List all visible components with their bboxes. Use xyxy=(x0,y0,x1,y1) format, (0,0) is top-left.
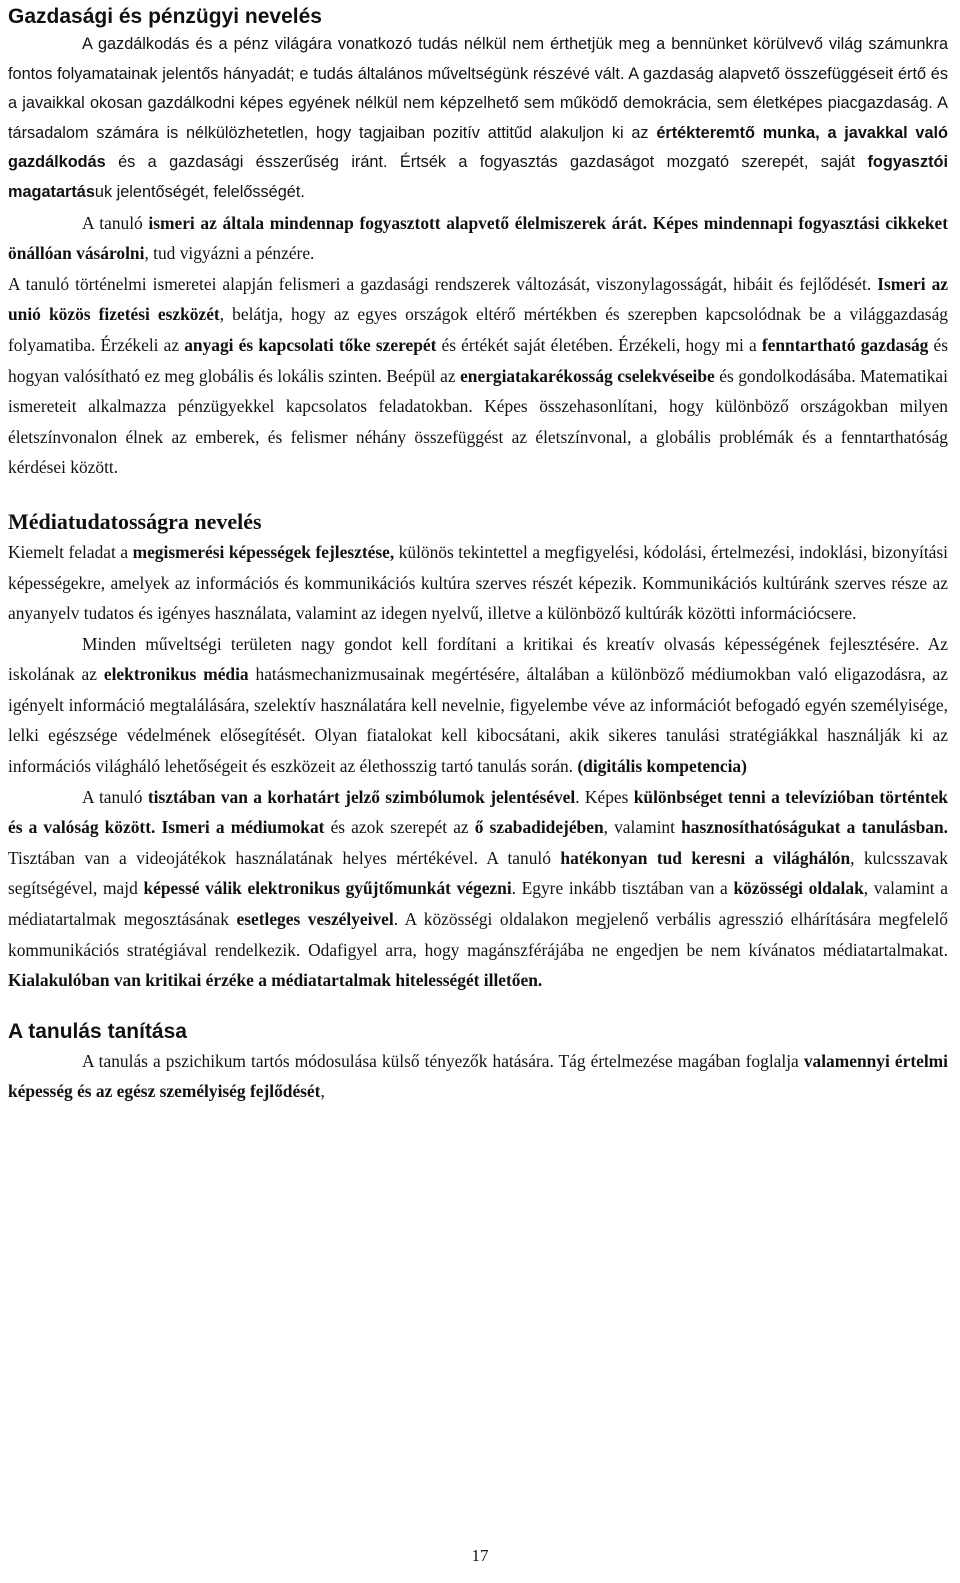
bold-text-run: ő szabadidejében xyxy=(474,817,604,838)
bold-text-run: megismerési képességek fejlesztése, xyxy=(132,541,395,562)
paragraph xyxy=(8,629,948,782)
bold-text-run: tisztában van a korhatárt jelző szimbólumok jelentésével xyxy=(147,786,576,807)
bold-text-run: valamennyi értelmi képesség és az egész személyiség fejlődését xyxy=(8,1050,948,1102)
text-run: és hogyan valósítható ez meg globális és lokális szinten. Beépül az xyxy=(8,334,949,386)
text-run: A gazdálkodás és a pénz világára vonatkozó tudás nélkül nem érthetjük meg a bennünket körülvevő világ számunkra fontos folyamatainak jelentős hányadát; e tudás általános műveltségünk részévé vált. A gazdaság alapvető összefüggéseit értő és a javaikkal okosan gazdálkodni képes egyének nélkül nem képzelhető sem működő demokrácia, sem életképes piacgazdaság. A társadalom számára is nélkülözhetetlen, hogy tagjaiban pozitív attitűd alakuljon ki az xyxy=(8,35,948,142)
text-run: , tud vigyázni a pénzére. xyxy=(144,243,315,264)
bold-text-run: (digitális kompetencia) xyxy=(577,756,747,777)
document-page xyxy=(8,0,948,1107)
text-run: , belátja, hogy az egyes országok eltérő mértékben és szerepben kapcsolódnak be a világgazdaság folyamatiba. Érzékeli az xyxy=(8,304,948,355)
text-run: és a gazdasági ésszerűség iránt. Értsék a fogyasztás gazdaságot mozgató szerepét, saját xyxy=(105,153,868,172)
paragraph xyxy=(8,30,948,208)
text-run: . Képes xyxy=(575,786,634,807)
bold-text-run: fogyasztói magatartás xyxy=(8,153,948,201)
bold-text-run: különbséget tenni a televízióban történtek és a valóság között. Ismeri a médiumokat xyxy=(8,786,948,838)
section-heading-economic: Gazdasági és pénzügyi nevelés xyxy=(8,5,322,28)
text-run: A tanuló történelmi ismeretei alapján felismeri a gazdasági rendszerek változását, viszonylagosságát, hibáit és fejlődését. xyxy=(8,273,878,294)
bold-text-run: közösségi oldalak xyxy=(733,878,864,899)
text-run: A tanuló xyxy=(82,212,149,233)
paragraph xyxy=(8,269,948,483)
paragraph xyxy=(8,537,948,629)
paragraph xyxy=(8,208,948,269)
text-run: , valamint xyxy=(603,817,682,838)
text-run: A tanulás a pszichikum tartós módosulása külső tényezők hatására. Tág értelmezése magában foglalja xyxy=(82,1050,804,1071)
page-number: 17 xyxy=(471,1546,489,1565)
bold-text-run: esetleges veszélyeivel xyxy=(236,909,394,930)
text-run: , xyxy=(320,1081,325,1102)
section-heading-learning: A tanulás tanítása xyxy=(8,1019,187,1043)
bold-text-run: Képes mindennapi fogyasztási cikkeket önállóan vásárolni xyxy=(8,212,948,264)
section-heading-media: Médiatudatosságra nevelés xyxy=(8,508,262,534)
text-run: , kulcsszavak segítségével, majd xyxy=(8,847,948,899)
bold-text-run: energiatakarékosság cselekvéseibe xyxy=(460,365,715,386)
paragraph xyxy=(8,782,948,996)
bold-text-run: anyagi és kapcsolati tőke szerepét xyxy=(184,334,437,355)
bold-text-run: fenntartható gazdaság xyxy=(761,334,929,355)
text-run: és gondolkodásába. Matematikai ismereteit alkalmazza pénzügyekkel kapcsolatos feladatokban. Képes összehasonlítani, hogy különböző országokban milyen életszínvonalon élnek az emberek, és felismer néhány összefüggést az életszínvonal, a globális problémák és a fenntarthatóság kérdései között. xyxy=(8,365,948,478)
bold-text-run: Kialakulóban van kritikai érzéke a médiatartalmak hitelességét illetően. xyxy=(8,970,543,991)
text-run: . Egyre inkább tisztában van a xyxy=(511,878,734,899)
text-run: , valamint a médiatartalmak megosztásának xyxy=(8,878,948,930)
bold-text-run: képessé válik elektronikus gyűjtőmunkát végezni xyxy=(143,878,512,899)
bold-text-run: értékteremtő munka, a javakkal való gazdálkodás xyxy=(8,123,948,172)
bold-text-run: hatékonyan tud keresni a világhálón xyxy=(560,847,851,868)
paragraph xyxy=(8,1046,948,1107)
bold-text-run: Ismeri az unió közös fizetési eszközét xyxy=(8,273,948,325)
bold-text-run: ismeri az általa mindennap fogyasztott alapvető élelmiszerek árát. xyxy=(148,212,648,233)
text-run: A tanuló xyxy=(82,786,148,807)
text-run: és azok szerepét az xyxy=(324,817,475,838)
bold-text-run: hasznosíthatóságukat a tanulásban. xyxy=(681,817,948,838)
text-run: különös tekintettel a megfigyelési, kódolási, értelmezési, indoklási, bizonyítási képességekre, amelyek az információs és kommunikációs kultúra szerves részét képezik. Kommunikációs kultúránk szerves része az anyanyelv tudatos és igényes használata, valamint az idegen nyelvű, illetve a különböző kultúrák közötti információcsere. xyxy=(8,541,948,624)
text-run: Tisztában van a videojátékok használatának helyes mértékével. A tanuló xyxy=(8,847,561,868)
text-run: uk jelentőségét, felelősségét. xyxy=(94,182,305,201)
text-run: Minden műveltségi területen nagy gondot kell fordítani a kritikai és kreatív olvasás képességének fejlesztésére. Az iskolának az xyxy=(8,633,948,685)
text-run: hatásmechanizmusainak megértésére, általában a különböző médiumokban való eligazodásra, az igényelt információ megtalálására, szelektív használatára kell nevelnie, figyelembe véve az információt befogadó egyén személyisége, lelki egészsége védelmének elősegítését. Olyan fiatalokat kell kibocsátani, akik sikeres tanulási stratégiákkal használják ki az információs világháló lehetőségeit és eszközeit az élethosszig tartó tanulás során. xyxy=(8,664,948,777)
text-run: . A közösségi oldalakon megjelenő verbális agresszió elhárítására megfelelő kommunikációs stratégiával rendelkezik. Odafigyel arra, hogy magánszférájába ne engedjen be nem kívánatos médiatartalmakat. xyxy=(8,909,948,960)
bold-text-run: elektronikus média xyxy=(103,664,249,685)
section-economic-body xyxy=(8,30,948,483)
text-run: és értékét saját életében. Érzékeli, hogy mi a xyxy=(436,334,762,355)
text-run: Kiemelt feladat a xyxy=(8,541,133,562)
